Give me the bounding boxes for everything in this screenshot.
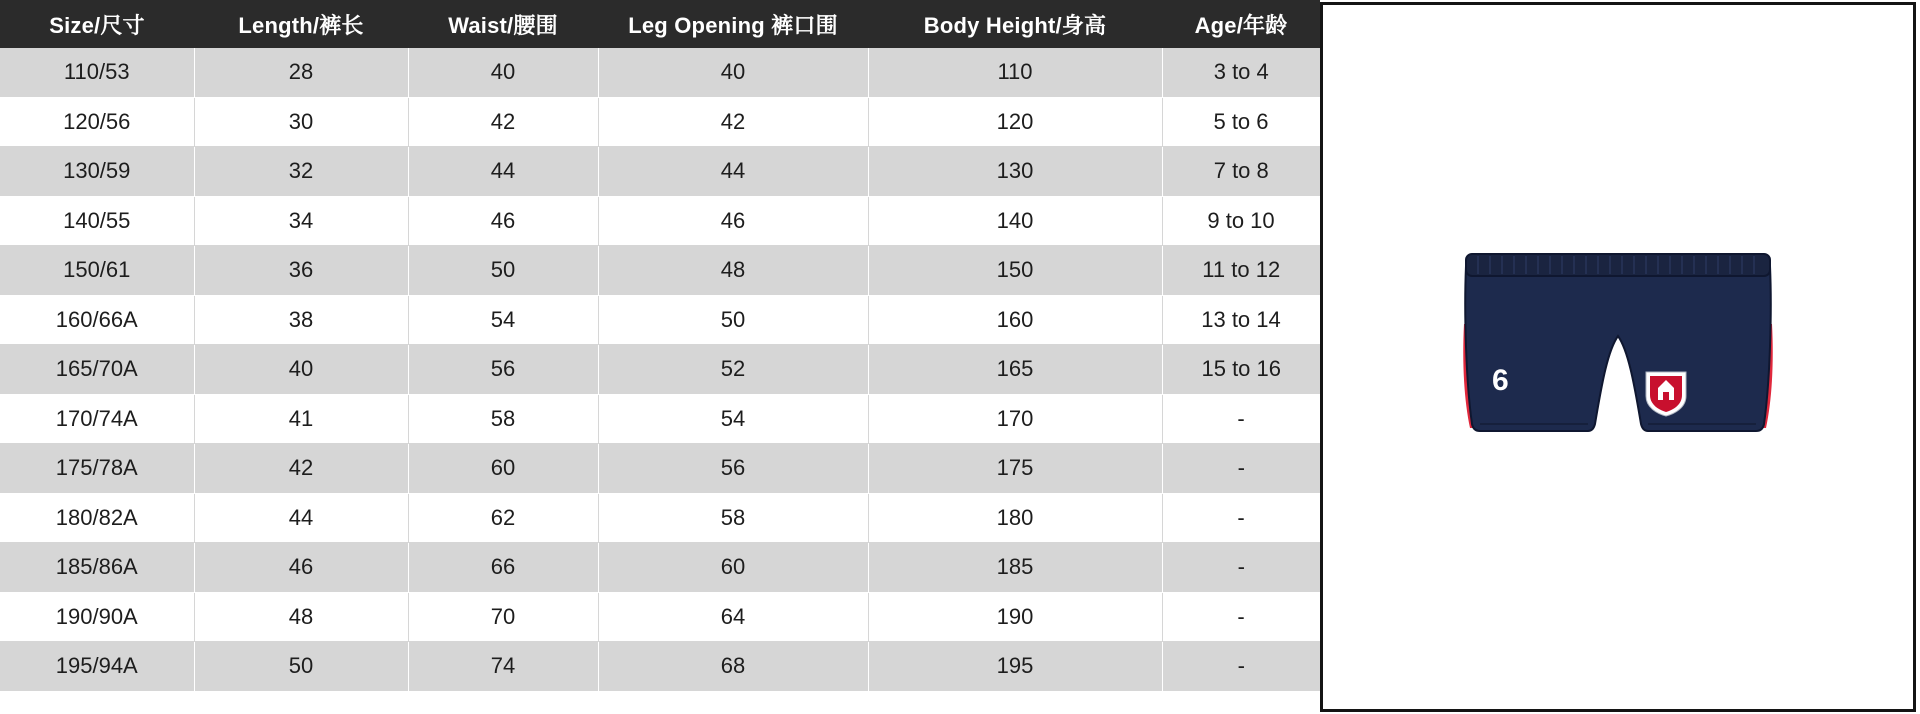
cell-body-height: 180 (868, 493, 1162, 543)
cell-leg-opening: 68 (598, 642, 868, 692)
cell-length: 44 (194, 493, 408, 543)
table-row (0, 394, 1320, 444)
cell-waist: 44 (408, 147, 598, 197)
cell-waist: 42 (408, 97, 598, 147)
cell-leg-opening: 40 (598, 48, 868, 97)
waistband (1466, 254, 1770, 276)
jersey-number: 6 (1492, 364, 1509, 397)
cell-leg-opening: 52 (598, 345, 868, 395)
cell-leg-opening: 60 (598, 543, 868, 593)
cell-waist: 46 (408, 196, 598, 246)
cell-length: 41 (194, 394, 408, 444)
cell-size: 175/78A (0, 444, 194, 494)
cell-age: 9 to 10 (1162, 196, 1320, 246)
column-header-length: Length/裤长 (194, 0, 408, 48)
cell-size: 185/86A (0, 543, 194, 593)
cell-length: 30 (194, 97, 408, 147)
cell-body-height: 165 (868, 345, 1162, 395)
cell-length: 46 (194, 543, 408, 593)
cell-length: 36 (194, 246, 408, 296)
cell-waist: 40 (408, 48, 598, 97)
cell-age: - (1162, 444, 1320, 494)
cell-age: 7 to 8 (1162, 147, 1320, 197)
table-row (0, 444, 1320, 494)
cell-length: 34 (194, 196, 408, 246)
cell-body-height: 110 (868, 48, 1162, 97)
cell-body-height: 175 (868, 444, 1162, 494)
cell-waist: 56 (408, 345, 598, 395)
table-row (0, 246, 1320, 296)
table-header-row (0, 0, 1320, 48)
table-row (0, 196, 1320, 246)
product-image-pane (1320, 2, 1916, 712)
cell-length: 28 (194, 48, 408, 97)
cell-age: - (1162, 394, 1320, 444)
cell-age: 3 to 4 (1162, 48, 1320, 97)
cell-body-height: 140 (868, 196, 1162, 246)
cell-size: 165/70A (0, 345, 194, 395)
cell-body-height: 150 (868, 246, 1162, 296)
column-header-age: Age/年龄 (1162, 0, 1320, 48)
cell-size: 160/66A (0, 295, 194, 345)
cell-waist: 62 (408, 493, 598, 543)
cell-leg-opening: 48 (598, 246, 868, 296)
cell-size: 170/74A (0, 394, 194, 444)
cell-leg-opening: 58 (598, 493, 868, 543)
cell-size: 120/56 (0, 97, 194, 147)
cell-leg-opening: 64 (598, 592, 868, 642)
table-row (0, 97, 1320, 147)
cell-body-height: 120 (868, 97, 1162, 147)
cell-body-height: 190 (868, 592, 1162, 642)
cell-length: 42 (194, 444, 408, 494)
cell-length: 38 (194, 295, 408, 345)
cell-body-height: 170 (868, 394, 1162, 444)
cell-body-height: 185 (868, 543, 1162, 593)
cell-waist: 74 (408, 642, 598, 692)
cell-length: 50 (194, 642, 408, 692)
cell-body-height: 195 (868, 642, 1162, 692)
cell-waist: 66 (408, 543, 598, 593)
cell-size: 140/55 (0, 196, 194, 246)
cell-body-height: 130 (868, 147, 1162, 197)
cell-age: 11 to 12 (1162, 246, 1320, 296)
cell-leg-opening: 56 (598, 444, 868, 494)
team-crest-icon (1644, 370, 1688, 418)
cell-leg-opening: 46 (598, 196, 868, 246)
shorts-illustration (1458, 232, 1778, 492)
table-row (0, 295, 1320, 345)
size-table-body (0, 48, 1320, 691)
shorts-svg (1458, 232, 1778, 492)
cell-size: 180/82A (0, 493, 194, 543)
cell-length: 48 (194, 592, 408, 642)
cell-age: - (1162, 642, 1320, 692)
cell-waist: 58 (408, 394, 598, 444)
cell-leg-opening: 44 (598, 147, 868, 197)
cell-age: - (1162, 493, 1320, 543)
size-table-head (0, 0, 1320, 48)
cell-leg-opening: 54 (598, 394, 868, 444)
cell-body-height: 160 (868, 295, 1162, 345)
cell-size: 110/53 (0, 48, 194, 97)
column-header-size: Size/尺寸 (0, 0, 194, 48)
table-row (0, 147, 1320, 197)
cell-length: 40 (194, 345, 408, 395)
cell-waist: 60 (408, 444, 598, 494)
cell-waist: 54 (408, 295, 598, 345)
table-row (0, 345, 1320, 395)
table-row (0, 543, 1320, 593)
cell-size: 190/90A (0, 592, 194, 642)
cell-size: 130/59 (0, 147, 194, 197)
cell-waist: 50 (408, 246, 598, 296)
table-row (0, 592, 1320, 642)
cell-age: 5 to 6 (1162, 97, 1320, 147)
cell-length: 32 (194, 147, 408, 197)
table-row (0, 493, 1320, 543)
column-header-leg-opening: Leg Opening 裤口围 (598, 0, 868, 48)
shorts-body (1465, 258, 1771, 431)
cell-age: - (1162, 543, 1320, 593)
cell-waist: 70 (408, 592, 598, 642)
cell-size: 195/94A (0, 642, 194, 692)
cell-leg-opening: 50 (598, 295, 868, 345)
column-header-body-height: Body Height/身高 (868, 0, 1162, 48)
cell-age: - (1162, 592, 1320, 642)
cell-size: 150/61 (0, 246, 194, 296)
cell-leg-opening: 42 (598, 97, 868, 147)
cell-age: 15 to 16 (1162, 345, 1320, 395)
cell-age: 13 to 14 (1162, 295, 1320, 345)
table-row (0, 642, 1320, 692)
table-row (0, 48, 1320, 97)
column-header-waist: Waist/腰围 (408, 0, 598, 48)
